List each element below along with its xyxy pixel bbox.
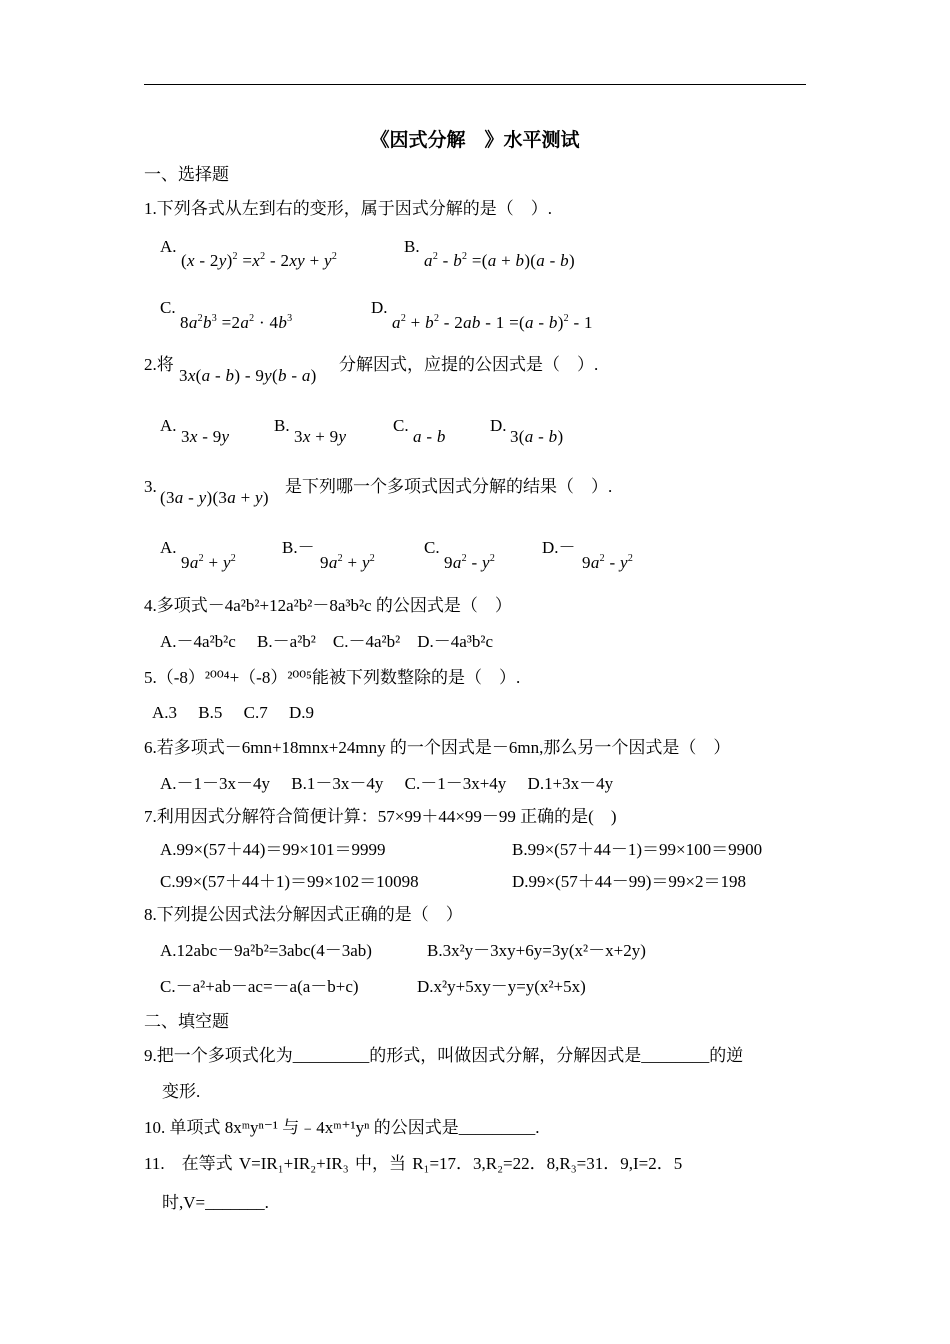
q3-prefix: 3. bbox=[144, 477, 157, 496]
q5-options: A.3 B.5 C.7 D.9 bbox=[152, 703, 314, 722]
q1-stem: 1.下列各式从左到右的变形，属于因式分解的是（ ）. bbox=[144, 199, 552, 218]
q1-option-a-formula: $(x - 2y)^2 =x^2 - 2xy + y^2$ bbox=[181, 251, 338, 270]
q3-option-c-formula: $9a^2 - y^2$ bbox=[444, 553, 496, 572]
q2-expression: 3x(a - b) - 9y(b - a) bbox=[179, 366, 317, 385]
q1-option-d-formula: $a^2 + b^2 - 2ab - 1 =(a - b)^2 - 1$ bbox=[392, 313, 593, 332]
q3-option-d-label: D.－ bbox=[542, 538, 576, 557]
q8-option-c: C.－a²+ab－ac=－a(a－b+c) bbox=[160, 977, 359, 996]
q2-option-d-label: D. bbox=[490, 416, 507, 435]
q2-option-b-formula: 3x + 9y bbox=[294, 427, 347, 446]
q9-line1: 9.把一个多项式化为_________的形式，叫做因式分解，分解因式是________的逆 bbox=[144, 1046, 744, 1065]
q2-option-d-formula: 3(a - b) bbox=[510, 427, 564, 446]
q6-stem: 6.若多项式－6mn+18mnx+24mny 的一个因式是－6mn,那么另一个因式是（ ） bbox=[144, 738, 731, 757]
q1-option-d-label: D. bbox=[371, 298, 388, 317]
q2-option-a-label: A. bbox=[160, 416, 177, 435]
q8-stem: 8.下列提公因式法分解因式正确的是（ ） bbox=[144, 905, 463, 924]
header-rule bbox=[144, 84, 806, 85]
q1-option-b-formula: $a^2 - b^2 =(a + b)(a - b)$ bbox=[424, 251, 575, 270]
q2-option-a-formula: 3x - 9y bbox=[181, 427, 230, 446]
q3-option-a-label: A. bbox=[160, 538, 177, 557]
q4-stem: 4.多项式－4a²b²+12a²b²－8a³b²c 的公因式是（ ） bbox=[144, 596, 512, 615]
q9-line2: 变形. bbox=[162, 1082, 201, 1101]
q2-option-b-label: B. bbox=[274, 416, 290, 435]
q2-prefix: 2.将 bbox=[144, 355, 174, 374]
q3-option-a-formula: $9a^2 + y^2$ bbox=[181, 553, 237, 572]
q10: 10. 单项式 8xᵐyⁿ⁻¹ 与﹣4xᵐ⁺¹yⁿ 的公因式是_________. bbox=[144, 1118, 540, 1137]
q8-option-d: D.x²y+5xy－y=y(x²+5x) bbox=[417, 977, 586, 996]
q11-line1: 11. 在等式 V=IR₁+IR₂+IR₃ 中，当 R₁=17．3,R₂=22．8,R₃=31．9,I=2．5 bbox=[144, 1154, 683, 1173]
q1-option-c-formula: $8a^2b^3 =2a^2 \cdot 4b^3$ bbox=[180, 313, 293, 332]
q3-option-b-formula: $9a^2 + y^2$ bbox=[320, 553, 376, 572]
q2-option-c-label: C. bbox=[393, 416, 409, 435]
q2-option-c-formula: a - b bbox=[413, 427, 446, 446]
q2-suffix: 分解因式，应提的公因式是（ ）. bbox=[339, 355, 599, 374]
q1-option-a-label: A. bbox=[160, 237, 177, 256]
q3-suffix: 是下列哪一个多项式因式分解的结果（ ）. bbox=[285, 477, 613, 496]
q7-option-b: B.99×(57＋44－1)＝99×100＝9900 bbox=[512, 840, 763, 859]
q1-option-c-label: C. bbox=[160, 298, 176, 317]
q6-options: A.－1－3x－4y B.1－3x－4y C.－1－3x+4y D.1+3x－4y bbox=[160, 774, 614, 793]
q5-stem: 5.（-8）²⁰⁰⁴+（-8）²⁰⁰⁵能被下列数整除的是（ ）. bbox=[144, 668, 521, 687]
page-title: 《因式分解 》水平测试 bbox=[370, 130, 580, 151]
q7-stem: 7.利用因式分解符合简便计算：57×99＋44×99－99 正确的是( ) bbox=[144, 807, 617, 826]
q7-option-d: D.99×(57＋44－99)＝99×2＝198 bbox=[512, 872, 747, 891]
section-fill-heading: 二、填空题 bbox=[144, 1012, 229, 1031]
q3-expression: (3a - y)(3a + y) bbox=[160, 488, 269, 507]
q11-line2: 时,V=_______. bbox=[162, 1193, 269, 1212]
q3-option-d-formula: $9a^2 - y^2$ bbox=[582, 553, 634, 572]
q7-option-a: A.99×(57＋44)＝99×101＝9999 bbox=[160, 840, 386, 859]
q3-option-c-label: C. bbox=[424, 538, 440, 557]
q7-option-c: C.99×(57＋44＋1)＝99×102＝10098 bbox=[160, 872, 419, 891]
q4-options: A.－4a²b²c B.－a²b² C.－4a²b² D.－4a³b²c bbox=[160, 632, 494, 651]
section-choice-heading: 一、选择题 bbox=[144, 165, 229, 184]
q1-option-b-label: B. bbox=[404, 237, 420, 256]
q3-option-b-label: B.－ bbox=[282, 538, 315, 557]
q8-option-b: B.3x²y－3xy+6y=3y(x²－x+2y) bbox=[427, 941, 646, 960]
q8-option-a: A.12abc－9a²b²=3abc(4－3ab) bbox=[160, 941, 372, 960]
